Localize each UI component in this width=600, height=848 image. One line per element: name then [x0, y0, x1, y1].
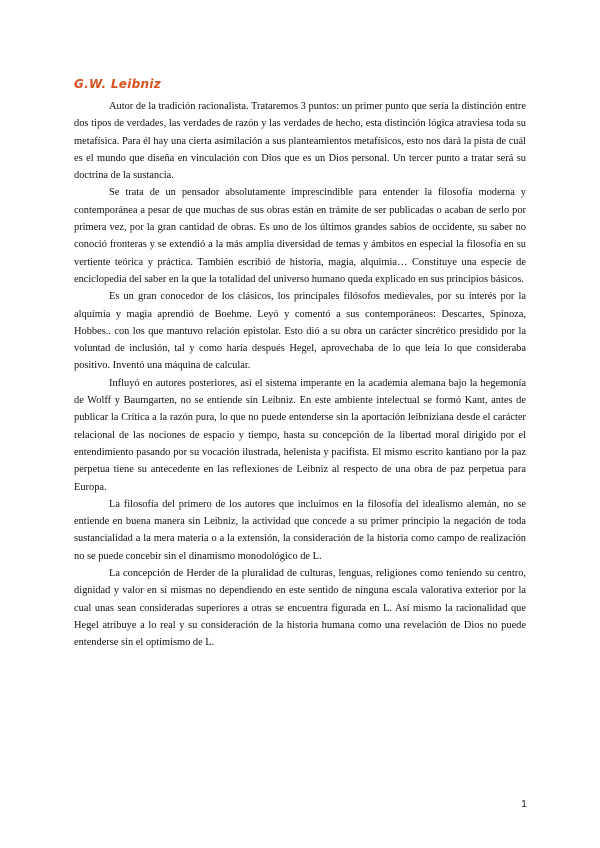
paragraph: Influyó en autores posteriores, así el sistema imperante en la academia alemana bajo la hegemonía de Wolff y Baumgarten, no se entiende sin Leibniz. En este ambiente intelectual se formó Kant, antes de publicar la Crítica a la razón pura, lo que no puede entenderse sin la aportación leibniziana desde el carácter relacional de las nociones de espacio y tiempo, hasta su concepción de la libertad moral dirigido por el entendimiento pasando por su vocación ilustrada, helenista y pacifista. El mismo escrito kantiano por la paz perpetua tiene su antecedente en las reflexiones de Leibniz al respecto de una obra de paz perpetua para Europa.	[74, 377, 526, 493]
paragraph: La concepción de Herder de la pluralidad de culturas, lenguas, religiones como teniendo su centro, dignidad y valor en sí mismas no dependiendo en este sentido de ninguna escala valorativa exterior por la cual unas sean consideradas superiores a otras se encuentra figurada en L. Así mismo la racionalidad que Hegel atribuye a lo real y su consideración de la historia humana como una revelación de Dios no puede entenderse sin el optimismo de L.	[74, 568, 526, 649]
paragraph: Es un gran conocedor de los clásicos, los principales filósofos medievales, por su interés por la alquimia y magia aprendió de Boehme. Leyó y comentó a sus contemporáneos: Descartes, Spinoza, Hobbes.. con los que mantuvo relación epistolar. Esto dió a su obra un carácter sincrético presidido por la voluntad de inclusión, tal y como haría después Hegel, aprovechaba de lo que leía lo que consideraba positivo. Inventó una máquina de calcular.	[74, 291, 526, 372]
paragraph: Se trata de un pensador absolutamente imprescindible para entender la filosofía moderna y contemporánea a pesar de que muchas de sus obras están en trámite de ser publicadas o acaban de serlo por primera vez, por la gran cantidad de obras. Es uno de los últimos grandes sabios de occidente, su saber no conoció fronteras y se extendió a la más amplia diversidad de temas y ámbitos en especial la filosofía en su vertiente teórica y práctica. También escribió de historia, magia, alquimia… Constituye una especie de enciclopedia del saber en la que la totalidad del universo humano queda explicado en sus principios básicos.	[74, 187, 526, 285]
paragraph: La filosofía del primero de los autores que incluimos en la filosofía del idealismo alemán, no se entiende en buena manera sin Leibniz, la actividad que concede a su primer principio la negación de toda sustancialidad a la mera materia o a la extensión, la consideración de la historia como campo de realización no se puede concebir sin el dinamismo monodológico de L.	[74, 498, 526, 562]
paragraph: Autor de la tradición racionalista. Trataremos 3 puntos: un primer punto que sería la distinción entre dos tipos de verdades, las verdades de razón y las verdades de hecho, esta distinción lógica atraviesa toda su metafísica. Para él hay una cierta asimilación a sus planteamientos metafísicos, esto nos dará la pista de cuál es el mundo que diseña en vinculación con Dios que es un Dios personal. Un tercer punto a tratar será su doctrina de la sustancia.	[74, 101, 526, 182]
document-title: G.W. Leibniz	[74, 77, 162, 91]
page-number: 1	[521, 798, 527, 810]
document-body	[74, 98, 526, 652]
